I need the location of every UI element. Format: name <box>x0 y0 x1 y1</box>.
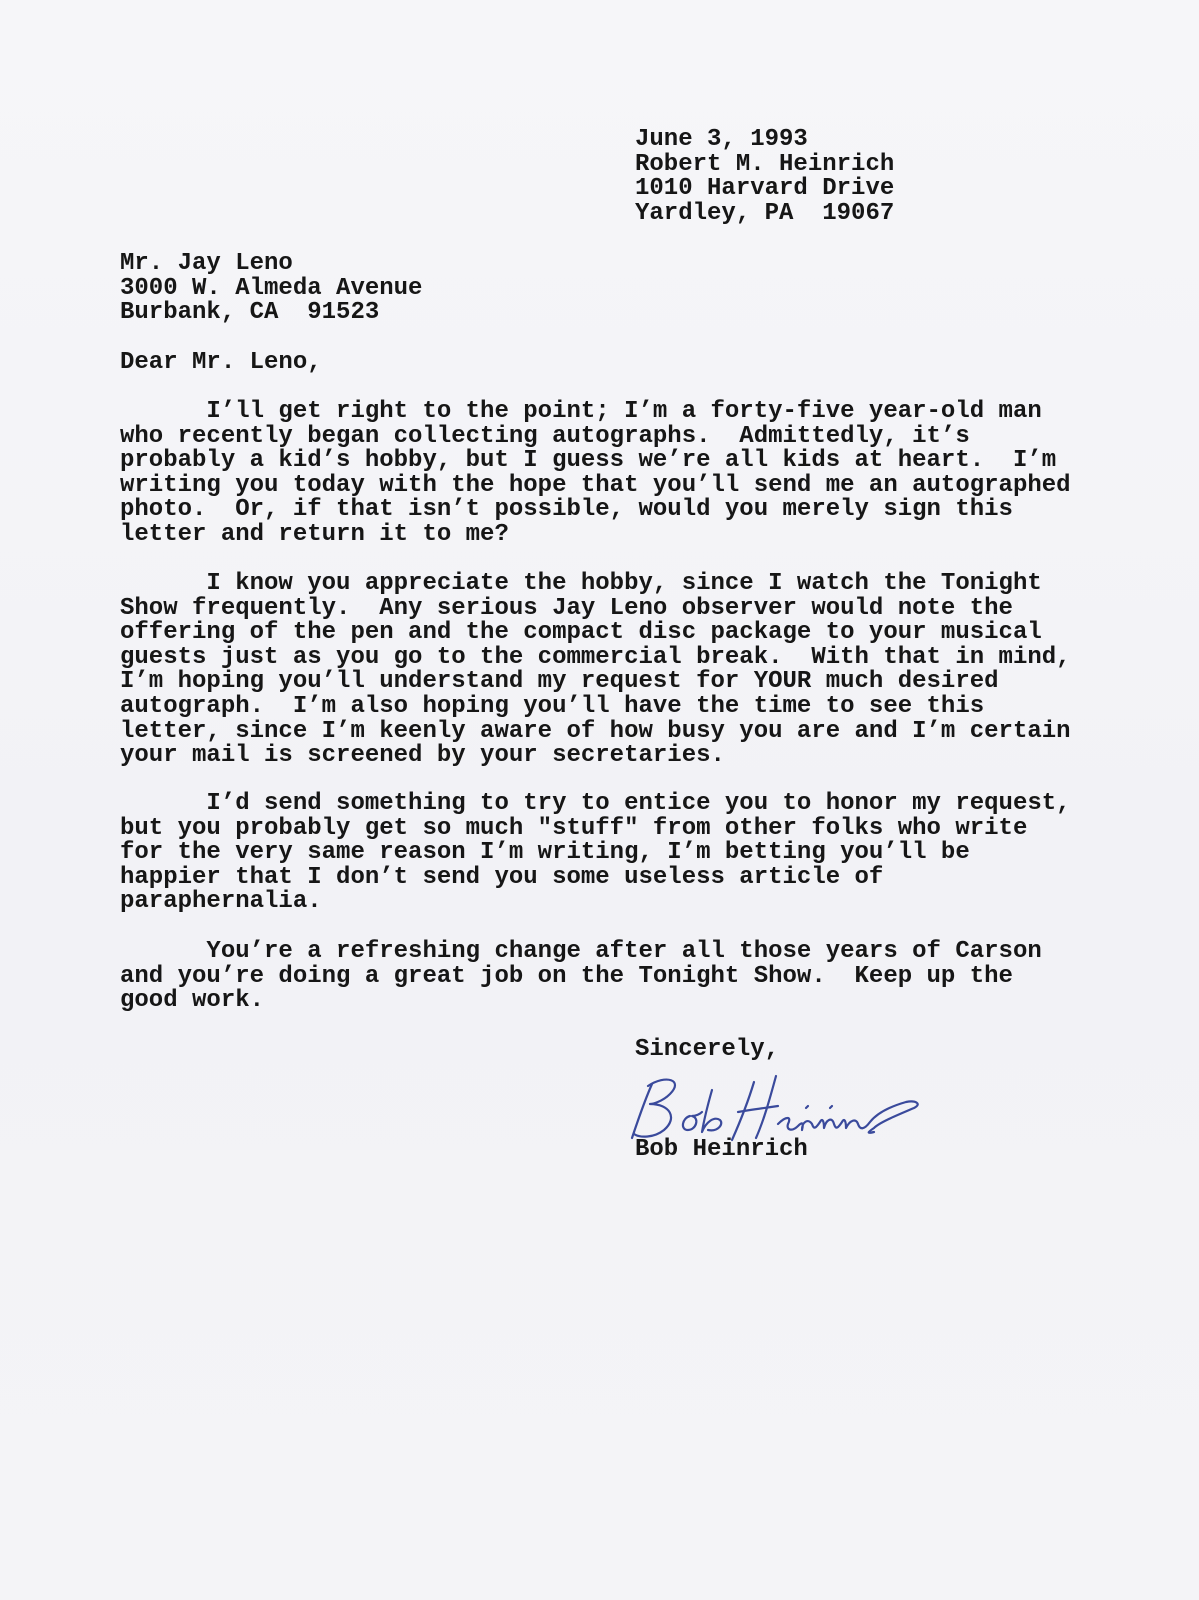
body-paragraph-3 <box>120 792 1199 915</box>
paragraph-line: for the very same reason I’m writing, I’m betting you’ll be <box>120 839 970 867</box>
paragraph-line: I’m hoping you’ll understand my request for YOUR much desired <box>120 668 999 696</box>
closing: Sincerely, <box>635 1036 780 1063</box>
paragraph-line: but you probably get so much "stuff" from other folks who write <box>120 814 1028 842</box>
typed-signature-name: Bob Heinrich <box>635 1136 808 1163</box>
salutation: Dear Mr. Leno, <box>120 349 322 376</box>
body-paragraph-4 <box>120 940 1199 1014</box>
recipient-city-state-zip: Burbank, CA 91523 <box>120 299 380 327</box>
paragraph-line: I know you appreciate the hobby, since I watch the Tonight <box>120 570 1042 597</box>
paragraph-line: Show frequently. Any serious Jay Leno observer would note the <box>120 594 1013 622</box>
paragraph-line: I’d send something to try to entice you to honor my request, <box>120 790 1071 817</box>
paragraph-line: writing you today with the hope that you’ll send me an autographed <box>120 471 1071 499</box>
recipient-address-block <box>120 252 720 326</box>
paragraph-line: guests just as you go to the commercial break. With that in mind, <box>120 643 1071 671</box>
body-paragraph-1 <box>120 400 1199 548</box>
paragraph-line: probably a kid’s hobby, but I guess we’re all kids at heart. I’m <box>120 447 1057 475</box>
paragraph-line: paraphernalia. <box>120 888 322 916</box>
sender-name: Robert M. Heinrich <box>635 150 895 178</box>
paragraph-line: letter, since I’m keenly aware of how busy you are and I’m certain <box>120 717 1071 745</box>
paragraph-line: happier that I don’t send you some useless article of <box>120 863 884 891</box>
handwritten-signature <box>630 1072 930 1144</box>
paragraph-line: who recently began collecting autographs. Admittedly, it’s <box>120 422 970 450</box>
sender-address-block <box>635 128 1155 226</box>
recipient-name: Mr. Jay Leno <box>120 250 293 277</box>
paragraph-line: your mail is screened by your secretaries. <box>120 742 725 770</box>
paragraph-line: letter and return it to me? <box>120 520 509 548</box>
paragraph-line: good work. <box>120 987 265 1015</box>
paragraph-line: and you’re doing a great job on the Tonight Show. Keep up the <box>120 962 1013 990</box>
letter-date: June 3, 1993 <box>635 126 808 153</box>
sender-city-state-zip: Yardley, PA 19067 <box>635 199 895 227</box>
sender-street: 1010 Harvard Drive <box>635 175 895 203</box>
paragraph-line: autograph. I’m also hoping you’ll have the time to see this <box>120 692 985 720</box>
body-paragraph-2 <box>120 572 1199 769</box>
recipient-street: 3000 W. Almeda Avenue <box>120 274 423 302</box>
paragraph-line: You’re a refreshing change after all those years of Carson <box>120 938 1042 965</box>
paragraph-line: I’ll get right to the point; I’m a forty-five year-old man <box>120 398 1042 425</box>
paragraph-line: photo. Or, if that isn’t possible, would you merely sign this <box>120 496 1013 524</box>
paragraph-line: offering of the pen and the compact disc package to your musical <box>120 619 1042 647</box>
